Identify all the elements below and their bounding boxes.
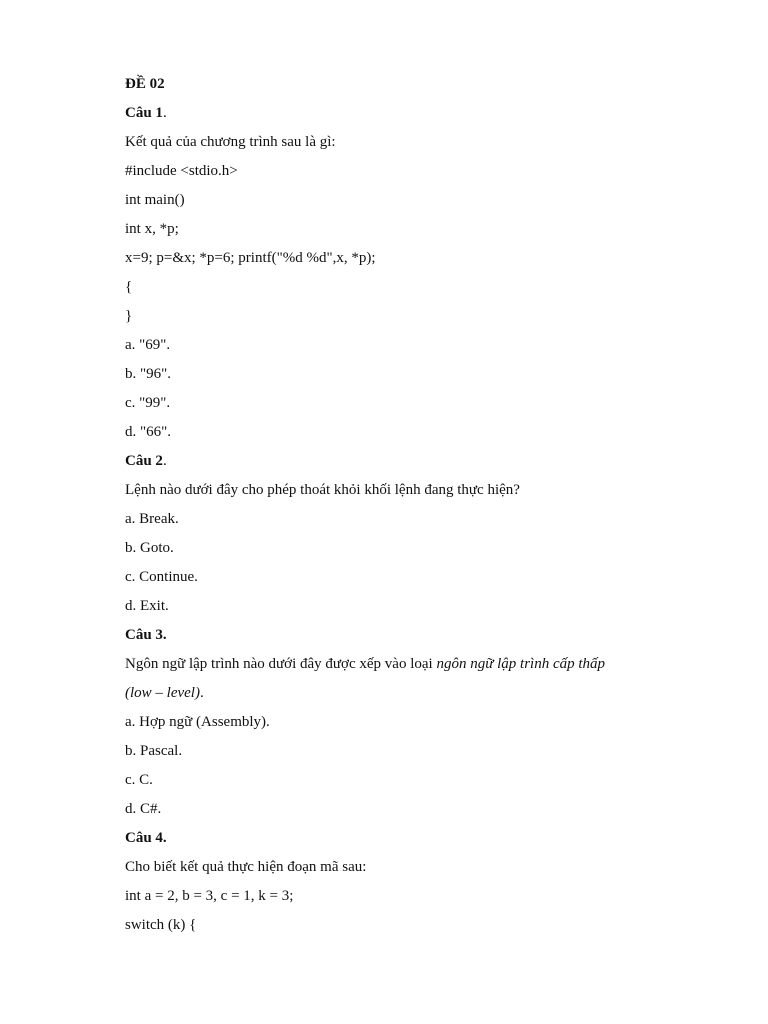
question-1-code-line: int x, *p; [125,221,179,237]
question-4-code-line: int a = 2, b = 3, c = 1, k = 3; [125,888,294,904]
question-2-option-a: a. Break. [125,511,179,527]
question-4-heading: Câu 4. [125,830,167,846]
question-2-label-suffix: . [162,453,167,469]
question-1-option-c: c. "99". [125,395,171,411]
question-3-prompt-line-1 [125,650,725,679]
document-page [125,70,725,940]
question-1-code-line: { [125,279,133,295]
question-3-option-b: b. Pascal. [125,743,183,759]
question-1-label-suffix: . [162,105,167,121]
question-1-code-line: x=9; p=&x; *p=6; printf("%d %d",x, *p); [125,250,376,266]
question-3-prompt-end: . [199,685,204,701]
question-1-heading [125,99,725,128]
question-1-code-line: } [125,308,133,324]
question-3-prompt-text: Ngôn ngữ lập trình nào dưới đây được xếp vào loại [125,656,437,672]
exam-title: ĐỀ 02 [125,76,165,92]
question-4-code-line: switch (k) { [125,917,197,933]
question-3-heading: Câu 3. [125,627,167,643]
question-3-prompt-emphasis: ngôn ngữ lập trình cấp thấp [436,656,606,672]
question-2-option-d: d. Exit. [125,598,169,614]
question-1-code-line: #include <stdio.h> [125,163,238,179]
question-2-label: Câu 2 [125,453,163,469]
question-2-option-b: b. Goto. [125,540,174,556]
question-3-option-d: d. C#. [125,801,162,817]
question-1-option-a: a. "69". [125,337,171,353]
question-1-code-line: int main() [125,192,185,208]
question-1-option-d: d. "66". [125,424,171,440]
question-2-prompt: Lệnh nào dưới đây cho phép thoát khỏi khối lệnh đang thực hiện? [125,482,520,498]
question-1-prompt: Kết quả của chương trình sau là gì: [125,134,336,150]
question-3-prompt-emphasis-2: (low – level) [125,685,200,701]
question-1-label: Câu 1 [125,105,163,121]
question-3-option-a: a. Hợp ngữ (Assembly). [125,714,270,730]
question-4-prompt: Cho biết kết quả thực hiện đoạn mã sau: [125,859,367,875]
question-2-heading [125,447,725,476]
question-1-option-b: b. "96". [125,366,171,382]
question-2-option-c: c. Continue. [125,569,198,585]
question-3-prompt-line-2 [125,679,725,708]
question-3-option-c: c. C. [125,772,153,788]
